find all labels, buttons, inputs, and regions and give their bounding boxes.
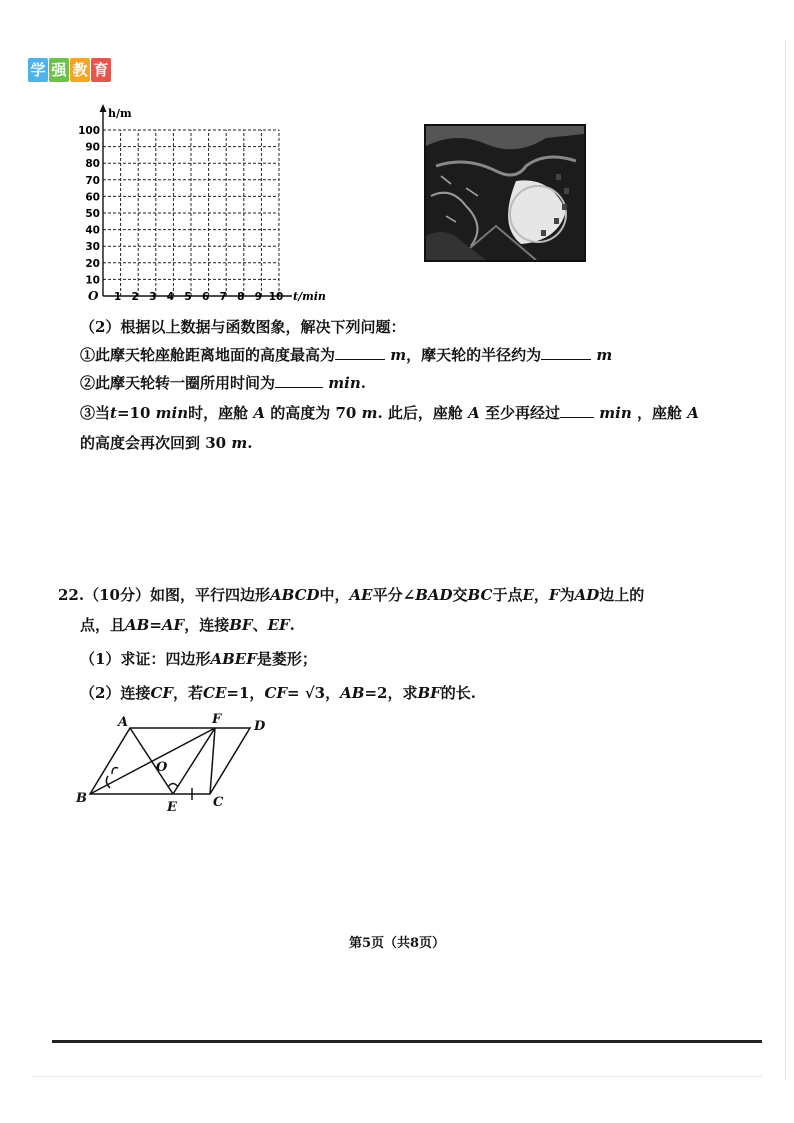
- text: 、: [252, 616, 268, 634]
- var: BC: [467, 586, 493, 604]
- y-tick-label: 90: [85, 141, 100, 154]
- q22-line2: [80, 614, 295, 635]
- q21-sub1-text2: ，摩天轮的半径约为: [406, 346, 542, 364]
- brand-logo: [28, 58, 112, 84]
- q21-sub1-text: ①此摩天轮座舱距离地面的高度最高为: [80, 346, 336, 364]
- var: CF: [264, 684, 288, 702]
- text: ，: [533, 586, 549, 604]
- y-tick-label: 100: [78, 125, 100, 137]
- var: ABCD: [269, 586, 320, 604]
- text: 的高度会再次回到 30: [80, 434, 227, 452]
- x-tick-label: 1: [113, 291, 122, 303]
- q21-sub2: [80, 372, 366, 393]
- var: A: [468, 404, 480, 422]
- text: ，若: [173, 684, 204, 702]
- logo-char: 强: [49, 58, 69, 82]
- x-tick-label: 6: [201, 291, 210, 303]
- text: 交: [452, 586, 468, 604]
- text: 为: [559, 586, 575, 604]
- text: 边上的: [599, 586, 645, 604]
- page-number: 第5页（共8页）: [348, 936, 446, 951]
- unit: m: [231, 434, 248, 452]
- y-tick-label: 80: [85, 158, 100, 171]
- q22-part2: [80, 682, 476, 703]
- period: .: [360, 374, 366, 392]
- origin-label: O: [88, 289, 99, 303]
- var: F: [548, 586, 560, 604]
- parallelogram-figure: [70, 710, 280, 818]
- unit: m: [390, 346, 407, 364]
- coordinate-grid: [70, 100, 340, 310]
- text: 点，且: [80, 616, 126, 634]
- y-tick-label: 10: [85, 274, 100, 287]
- text: 的长.: [440, 684, 477, 702]
- answer-blank-time[interactable]: [560, 403, 594, 418]
- text: ，座舱: [637, 404, 683, 422]
- q22-line1: [58, 584, 644, 605]
- unit: m: [361, 404, 378, 422]
- scan-edge: [785, 40, 786, 1080]
- vertex-label-b: B: [76, 791, 87, 806]
- unit: min: [599, 404, 632, 422]
- text: =: [149, 616, 162, 634]
- ferris-wheel-photo: [424, 124, 586, 262]
- text: 是菱形；: [256, 650, 317, 668]
- var: ABEF: [210, 650, 257, 668]
- text: =1，: [226, 684, 265, 702]
- y-tick-label: 50: [85, 208, 100, 220]
- x-tick-label: 5: [184, 291, 192, 303]
- vertex-label-a: A: [118, 715, 129, 730]
- var: AB: [340, 684, 365, 702]
- text: 中，: [319, 586, 350, 604]
- text: ，连接: [184, 616, 230, 634]
- var: BAD: [415, 586, 453, 604]
- x-tick-label: 4: [166, 291, 175, 303]
- text: ③当: [80, 404, 111, 422]
- answer-blank-max-height[interactable]: [335, 345, 385, 360]
- var: BF: [417, 684, 441, 702]
- text: =2，求: [364, 684, 418, 702]
- unit: m: [596, 346, 613, 364]
- var: CE: [203, 684, 227, 702]
- x-tick-label: 10: [268, 291, 284, 303]
- y-tick-label: 40: [85, 224, 100, 237]
- var: AB: [125, 616, 150, 634]
- text: 22.（10分）如图，平行四边形: [58, 586, 270, 604]
- y-tick-label: 60: [85, 191, 100, 204]
- vertex-label-f: F: [212, 712, 222, 727]
- var: AE: [349, 586, 373, 604]
- text: = √3，: [287, 684, 341, 702]
- var: CF: [150, 684, 174, 702]
- unit: min: [155, 404, 189, 422]
- y-tick-label: 30: [85, 241, 100, 254]
- var: AF: [161, 616, 185, 634]
- text: 时，座舱: [188, 404, 249, 422]
- unit: min: [328, 374, 361, 392]
- answer-blank-period[interactable]: [275, 373, 323, 388]
- x-tick-label: 9: [254, 291, 263, 303]
- y-tick-label: 70: [85, 174, 100, 187]
- logo-char: 学: [28, 58, 48, 82]
- text: 平分∠: [372, 586, 416, 604]
- text: .: [289, 616, 295, 634]
- text: （1）求证：四边形: [80, 650, 211, 668]
- logo-char: 教: [70, 58, 90, 82]
- var: AD: [574, 586, 600, 604]
- scan-bottom-edge: [32, 1076, 762, 1077]
- vertex-label-e: E: [167, 800, 177, 815]
- bottom-rule: [52, 1040, 762, 1043]
- var: EF: [267, 616, 290, 634]
- x-tick-label: 3: [149, 291, 157, 303]
- x-tick-label: 8: [237, 291, 245, 303]
- text: =10: [116, 404, 151, 422]
- text: 的高度为 70: [270, 404, 357, 422]
- q21-sub2-text: ②此摩天轮转一圈所用时间为: [80, 374, 276, 392]
- vertex-label-c: C: [213, 795, 224, 810]
- text: 于点: [492, 586, 523, 604]
- answer-blank-radius[interactable]: [541, 345, 591, 360]
- q21-sub3: [80, 402, 699, 423]
- text: 至少再经过: [485, 404, 561, 422]
- x-tick-label: 2: [131, 291, 139, 303]
- q21-part2-intro: （2）根据以上数据与函数图象，解决下列问题：: [80, 318, 406, 336]
- logo-char: 育: [91, 58, 111, 82]
- q21-sub3-line2: [80, 432, 252, 453]
- vertex-label-d: D: [254, 719, 266, 734]
- text: （2）连接: [80, 684, 151, 702]
- period: .: [247, 434, 253, 452]
- x-tick-label: 7: [219, 291, 227, 303]
- var: A: [253, 404, 266, 422]
- q22-part1: [80, 648, 317, 669]
- var: t: [110, 404, 117, 422]
- y-tick-label: 20: [85, 257, 100, 270]
- q21-sub1: [80, 344, 612, 365]
- var: BF: [229, 616, 253, 634]
- x-axis-label: t/min: [293, 290, 326, 303]
- var: E: [522, 586, 534, 604]
- vertex-label-o: O: [156, 760, 168, 775]
- text: . 此后，座舱: [377, 404, 463, 422]
- var: A: [687, 404, 699, 422]
- y-axis-label: h/m: [108, 107, 132, 120]
